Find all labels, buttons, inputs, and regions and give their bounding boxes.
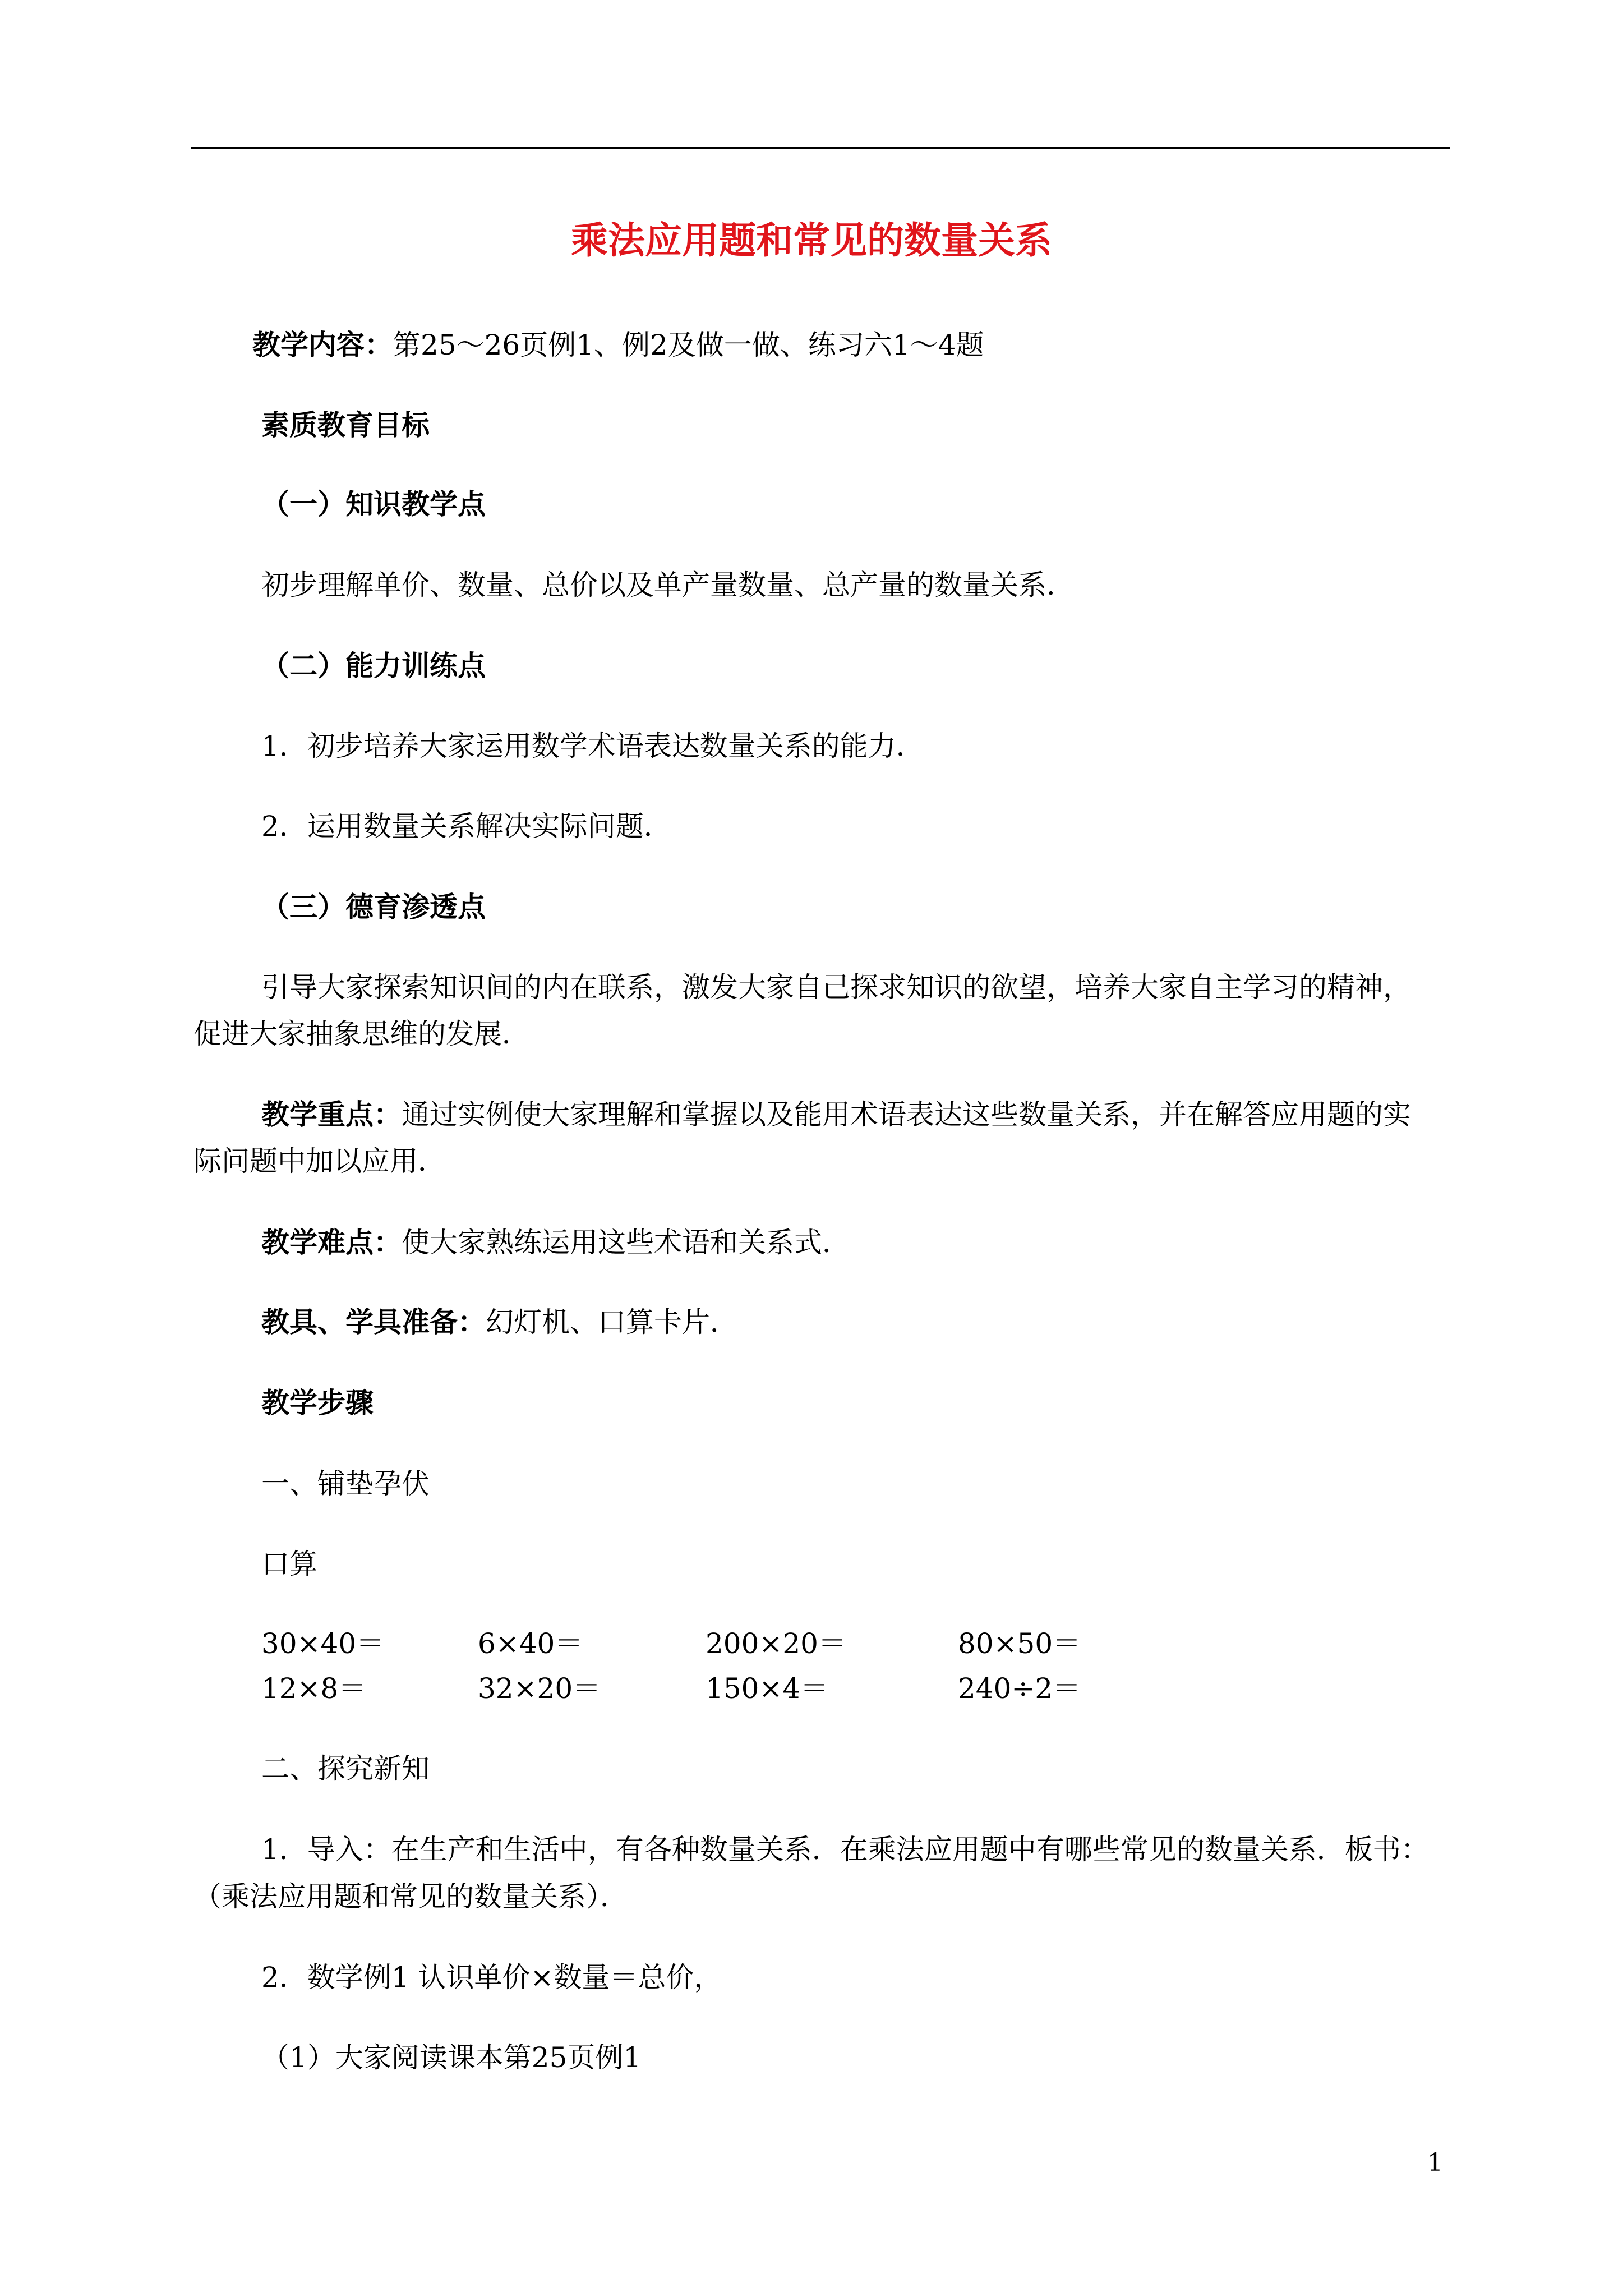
oral-calc-item: 240÷2＝ bbox=[958, 1672, 1081, 1705]
section-moral-heading: （三）德育渗透点 bbox=[261, 890, 486, 923]
teaching-content-label: 教学内容： bbox=[252, 328, 393, 361]
key-point-text: 通过实例使大家理解和掌握以及能用术语表达这些数量关系，并在解答应用题的实 bbox=[402, 1098, 1411, 1131]
steps-heading: 教学步骤 bbox=[261, 1386, 374, 1419]
moral-text-line1: 引导大家探索知识间的内在联系，激发大家自己探求知识的欲望，培养大家自主学习的精神， bbox=[261, 971, 1411, 1004]
step-1-heading: 一、铺垫孕伏 bbox=[261, 1467, 430, 1500]
difficulty-label: 教学难点： bbox=[261, 1226, 402, 1259]
oral-calc-item: 12×8＝ bbox=[261, 1672, 367, 1705]
intro-line2: （乘法应用题和常见的数量关系）． bbox=[193, 1880, 628, 1913]
oral-calc-item: 150×4＝ bbox=[706, 1672, 829, 1705]
ability-item-2: 2．运用数量关系解决实际问题． bbox=[261, 810, 672, 843]
header-rule bbox=[191, 147, 1450, 149]
goal-heading: 素质教育目标 bbox=[261, 408, 430, 441]
key-point-label: 教学重点： bbox=[261, 1098, 402, 1131]
teaching-content bbox=[252, 325, 984, 365]
section-knowledge-heading: （一）知识教学点 bbox=[261, 487, 486, 521]
oral-calc-item: 80×50＝ bbox=[958, 1627, 1081, 1660]
oral-calc-item: 30×40＝ bbox=[261, 1627, 385, 1660]
intro-line1: 1．导入：在生产和生活中，有各种数量关系．在乘法应用题中有哪些常见的数量关系．板书： bbox=[261, 1833, 1429, 1866]
oral-calc-item: 6×40＝ bbox=[478, 1627, 583, 1660]
oral-calc-item: 32×20＝ bbox=[478, 1672, 601, 1705]
section-ability-heading: （二）能力训练点 bbox=[261, 649, 486, 682]
difficulty bbox=[261, 1223, 850, 1262]
tools bbox=[261, 1303, 738, 1342]
difficulty-text: 使大家熟练运用这些术语和关系式． bbox=[402, 1226, 850, 1259]
section-knowledge-text: 初步理解单价、数量、总价以及单产量数量、总产量的数量关系． bbox=[261, 569, 1075, 601]
example-1: 2．数学例1 认识单价×数量＝总价， bbox=[261, 1961, 722, 1994]
step-2-heading: 二、探究新知 bbox=[261, 1752, 430, 1785]
oral-calc-item: 200×20＝ bbox=[706, 1627, 846, 1660]
ability-item-1: 1．初步培养大家运用数学术语表达数量关系的能力． bbox=[261, 730, 924, 762]
key-point-line1 bbox=[261, 1095, 1411, 1134]
key-point-line2: 际问题中加以应用． bbox=[193, 1145, 446, 1177]
tools-text: 幻灯机、口算卡片． bbox=[486, 1306, 738, 1338]
tools-label: 教具、学具准备： bbox=[261, 1305, 486, 1338]
moral-text-line2: 促进大家抽象思维的发展． bbox=[193, 1018, 530, 1050]
example-1-sub: （1）大家阅读课本第25页例1 bbox=[261, 2041, 642, 2074]
page-number: 1 bbox=[1427, 2148, 1443, 2177]
teaching-content-text: 第25～26页例1、例2及做一做、练习六1～4题 bbox=[393, 329, 984, 361]
oral-calc-label: 口算 bbox=[261, 1548, 317, 1580]
page-title: 乘法应用题和常见的数量关系 bbox=[571, 218, 1052, 262]
